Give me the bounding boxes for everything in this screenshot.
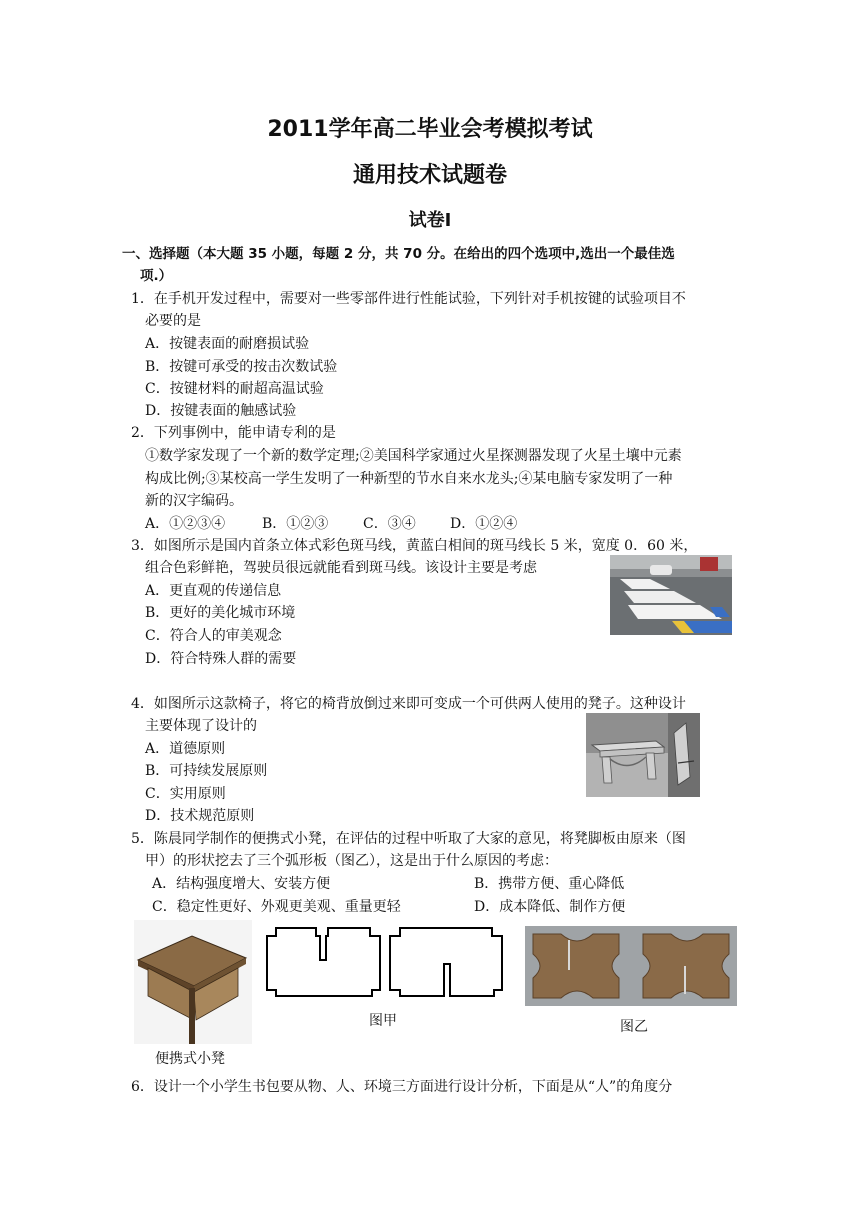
q2-stem-4: 新的汉字编码。 [145,493,243,509]
q5-stem: 5．陈晨同学制作的便携式小凳，在评估的过程中听取了大家的意见，将凳脚板由原来（图 [131,831,686,847]
q4-option-d: D．技术规范原则 [145,808,255,824]
q4-option-b: B．可持续发展原则 [145,763,268,779]
q3-option-d: D．符合特殊人群的需要 [145,651,297,667]
paper-label: 试卷Ⅰ [408,210,452,231]
q4-option-a: A．道德原则 [145,741,226,757]
question-6-stem: 6．设计一个小学生书包要从物、人、环境三方面进行设计分析，下面是从“人”的角度分 [131,1079,673,1095]
q2-option-d: D．①②④ [450,516,518,532]
caption-portable-stool: 便携式小凳 [155,1051,225,1067]
q1-stem-cont: 必要的是 [145,313,201,329]
q1-option-b: B．按键可承受的按击次数试验 [145,359,338,375]
q1-option-a: A．按键表面的耐磨损试验 [145,336,310,352]
q3-option-b: B．更好的美化城市环境 [145,605,296,621]
q5-option-b: B．携带方便、重心降低 [474,876,625,892]
q5-option-a: A．结构强度增大、安装方便 [152,876,331,892]
q1-stem: 1．在手机开发过程中，需要对一些零部件进行性能试验，下列针对手机按键的试验项目不 [131,291,686,307]
q2-option-c: C．③④ [363,516,416,532]
q2-stem-2: ①数学家发现了一个新的数学定理;②美国科学家通过火星探测器发现了火星土壤中元素 [145,448,682,464]
q2-stem: 2．下列事例中，能申请专利的是 [131,425,336,441]
figure-yi-image [525,926,737,1006]
q5-option-c: C．稳定性更好、外观更美观、重量更轻 [152,899,401,915]
chair-photo [586,713,700,797]
q1-option-c: C．按键材料的耐超高温试验 [145,381,324,397]
caption-figure-jia: 图甲 [369,1013,397,1029]
section-heading: 一、选择题（本大题 35 小题，每题 2 分，共 70 分。在给出的四个选项中,选出一个最佳选 [122,246,675,262]
figure-jia-diagram [262,924,508,1000]
q1-option-d: D．按键表面的触感试验 [145,403,297,419]
q3-option-c: C．符合人的审美观念 [145,628,282,644]
q2-option-a: A．①②③④ [145,516,226,532]
q4-option-c: C．实用原则 [145,786,226,802]
section-heading-cont: 项.） [140,268,173,284]
q2-option-b: B．①②③ [262,516,329,532]
q5-stem-cont: 甲）的形状挖去了三个弧形板（图乙），这是出于什么原因的考虑： [145,853,558,869]
q4-stem: 4．如图所示这款椅子，将它的椅背放倒过来即可变成一个可供两人使用的凳子。这种设计 [131,696,686,712]
q2-stem-3: 构成比例;③某校高一学生发明了一种新型的节水自来水龙头;④某电脑专家发明了一种 [145,471,673,487]
q5-option-d: D．成本降低、制作方便 [474,899,626,915]
exam-subtitle: 通用技术试题卷 [352,163,507,188]
caption-figure-yi: 图乙 [620,1019,648,1035]
portable-stool-image [134,920,252,1044]
exam-title: 2011学年高二毕业会考模拟考试 [267,117,593,142]
q4-stem-cont: 主要体现了设计的 [145,718,257,734]
zebra-crossing-photo [610,555,732,635]
q3-stem: 3．如图所示是国内首条立体式彩色斑马线，黄蓝白相间的斑马线长 5 米，宽度 0．60 米， [131,538,698,554]
q3-stem-cont: 组合色彩鲜艳，驾驶员很远就能看到斑马线。该设计主要是考虑 [145,560,537,576]
q3-option-a: A．更直观的传递信息 [145,583,282,599]
